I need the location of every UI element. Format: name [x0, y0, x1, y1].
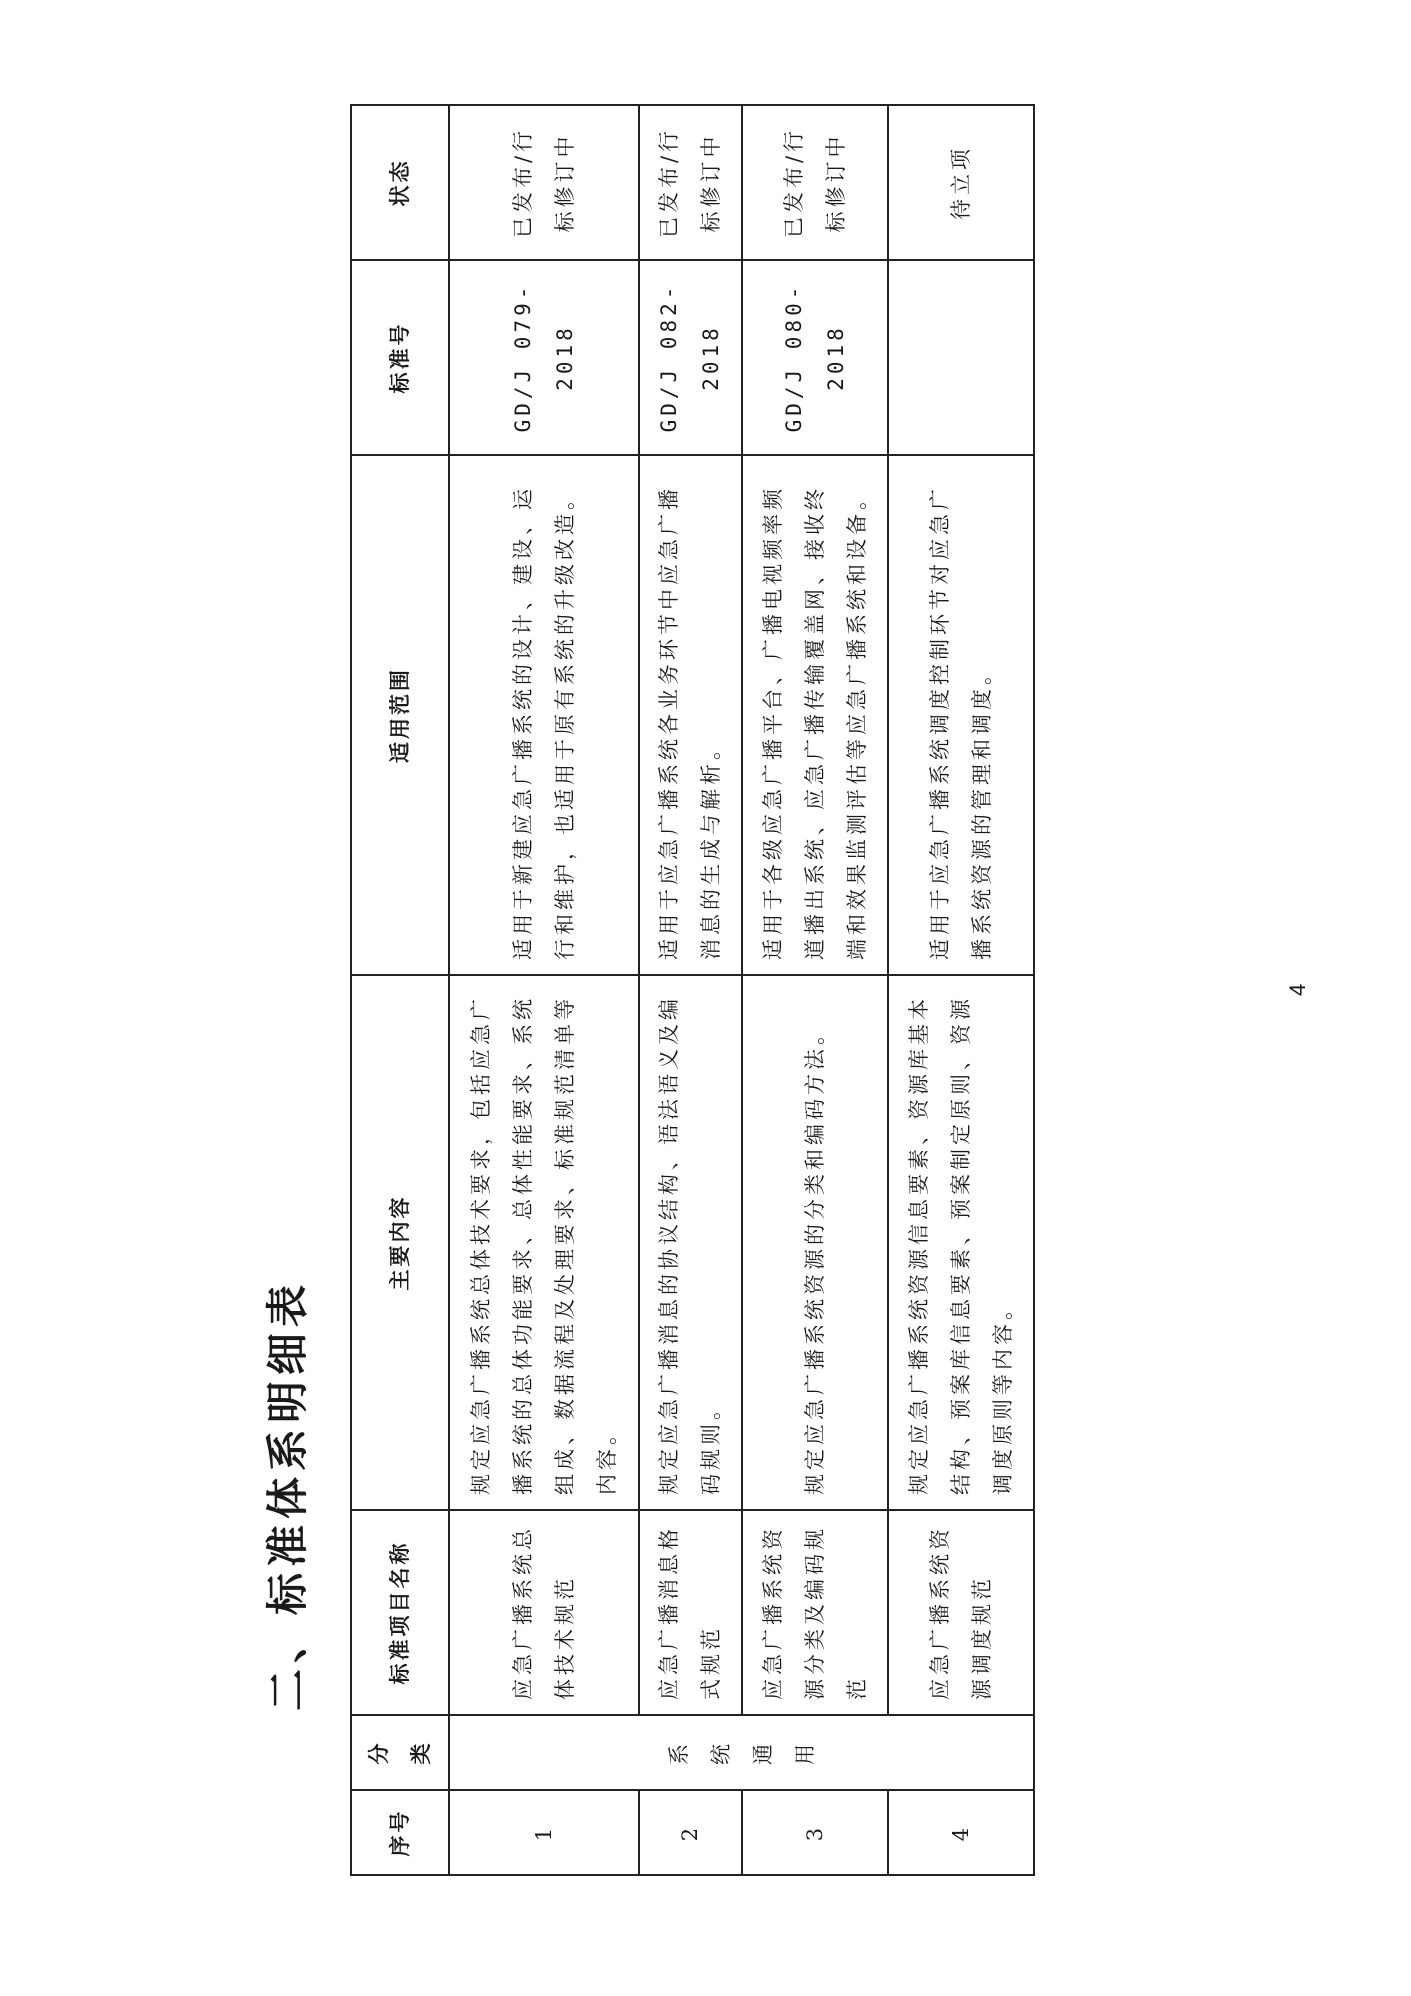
row-scope: 适用于新建应急广播系统的设计、建设、运行和维护，也适用于原有系统的升级改造。	[449, 455, 639, 975]
header-standard-no: 标准号	[351, 260, 449, 455]
row-scope: 适用于应急广播系统调度控制环节对应急广播系统资源的管理和调度。	[888, 455, 1034, 975]
row-content: 规定应急广播系统资源的分类和编码方法。	[742, 975, 888, 1510]
row-name: 应急广播系统总体技术规范	[449, 1510, 639, 1715]
header-content: 主要内容	[351, 975, 449, 1510]
row-name: 应急广播消息格式规范	[639, 1510, 741, 1715]
row-index: 1	[449, 1790, 639, 1875]
category-cell: 系统通用	[449, 1715, 1034, 1790]
table-header-row	[351, 105, 449, 1875]
row-standard-no: GD/J 079-2018	[449, 260, 639, 455]
row-content: 规定应急广播系统总体技术要求，包括应急广播系统的总体功能要求、总体性能要求、系统组成、数据流程及处理要求、标准规范清单等内容。	[449, 975, 639, 1510]
header-scope: 适用范围	[351, 455, 449, 975]
row-index: 3	[742, 1790, 888, 1875]
row-standard-no	[888, 260, 1034, 455]
row-status: 已发布/行标修订中	[639, 105, 741, 260]
row-scope: 适用于应急广播系统各业务环节中应急广播消息的生成与解析。	[639, 455, 741, 975]
header-name: 标准项目名称	[351, 1510, 449, 1715]
row-standard-no: GD/J 080-2018	[742, 260, 888, 455]
row-name: 应急广播系统资源调度规范	[888, 1510, 1034, 1715]
header-status: 状态	[351, 105, 449, 260]
table-row	[742, 105, 888, 1875]
row-status: 已发布/行标修订中	[742, 105, 888, 260]
row-content: 规定应急广播系统资源信息要素、资源库基本结构、预案库信息要素、预案制定原则、资源调度原则等内容。	[888, 975, 1034, 1510]
standards-table	[350, 104, 1035, 1876]
row-scope: 适用于各级应急广播平台、广播电视频率频道播出系统、应急广播传输覆盖网、接收终端和效果监测评估等应急广播系统和设备。	[742, 455, 888, 975]
row-index: 2	[639, 1790, 741, 1875]
row-index: 4	[888, 1790, 1034, 1875]
table-row	[639, 105, 741, 1875]
row-name: 应急广播系统资源分类及编码规范	[742, 1510, 888, 1715]
row-status: 已发布/行标修订中	[449, 105, 639, 260]
row-content: 规定应急广播消息的协议结构、语法语义及编码规则。	[639, 975, 741, 1510]
header-index: 序号	[351, 1790, 449, 1875]
table-row	[449, 105, 639, 1875]
page-number: 4	[1285, 983, 1310, 996]
header-category: 分类	[351, 1715, 449, 1790]
row-standard-no: GD/J 082-2018	[639, 260, 741, 455]
table-row	[888, 105, 1034, 1875]
row-status: 待立项	[888, 105, 1034, 260]
section-title: 二、标准体系明细表	[263, 1278, 312, 1711]
